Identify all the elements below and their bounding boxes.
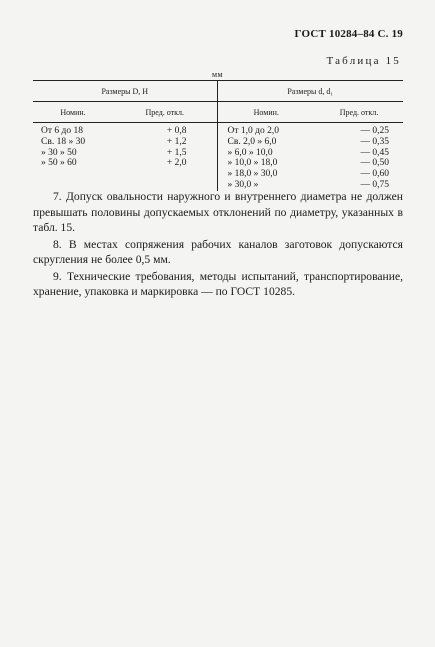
nom-right-cell: Св. 2,0 » 6,0 — [217, 137, 315, 148]
nom-right-cell: » 6,0 » 10,0 — [217, 148, 315, 159]
table-row — [33, 123, 403, 137]
dev-left-cell — [113, 169, 217, 180]
dev-right-cell: — 0,50 — [360, 158, 390, 169]
dev-left-cell: + 1,5 — [166, 147, 187, 158]
dev-right-cell: — 0,60 — [360, 169, 390, 180]
nom-left-cell: » 30 » 50 — [41, 147, 77, 158]
group-header-left: Размеры D, H — [33, 81, 217, 102]
col-header-nom-right: Номин. — [217, 102, 315, 123]
dev-right-cell: — 0,35 — [360, 136, 390, 147]
nom-right-cell: » 30,0 » — [217, 180, 315, 191]
dev-left-cell: + 0,8 — [166, 126, 187, 136]
paragraph-7: 7. Допуск овальности наружного и внутреннего диаметра не должен превышать половины допускаемых отклонений по диаметру, указанных в табл. 15. — [33, 190, 403, 234]
page-header: ГОСТ 10284–84 С. 19 — [294, 28, 403, 40]
table-row — [33, 148, 403, 159]
nom-right-cell: От 1,0 до 2,0 — [217, 123, 315, 137]
paragraph-9: 9. Технические требования, методы испытаний, транспортирование, хранение, упаковка и маркировка — по ГОСТ 10285. — [33, 269, 403, 298]
dimensions-table — [33, 80, 403, 191]
units-label: мм — [211, 70, 224, 79]
col-header-dev-left: Пред. откл. — [113, 102, 217, 123]
group-header-right: Размеры d, d₁ — [217, 81, 403, 102]
nom-right-cell: » 18,0 » 30,0 — [217, 169, 315, 180]
col-header-dev-right: Пред. откл. — [315, 102, 403, 123]
col-header-nom-left: Номин. — [33, 102, 113, 123]
table-row — [33, 158, 403, 169]
body-text — [33, 189, 403, 301]
nom-left-cell — [33, 169, 113, 180]
dimensions-table-wrapper — [33, 80, 403, 191]
nom-left-cell: » 50 » 60 — [41, 158, 77, 169]
dev-right-cell: — 0,45 — [360, 147, 390, 158]
table-caption: Таблица 15 — [326, 55, 401, 67]
dev-right-cell: — 0,75 — [360, 179, 390, 190]
table-row — [33, 137, 403, 148]
dev-right-cell: — 0,25 — [360, 126, 390, 136]
nom-left-cell: Св. 18 » 30 — [41, 136, 86, 147]
nom-left-cell: От 6 до 18 — [41, 126, 83, 136]
dev-left-cell: + 2,0 — [166, 158, 187, 169]
paragraph-8: 8. В местах сопряжения рабочих каналов заготовок допускаются скругления не более 0,5 мм. — [33, 237, 403, 266]
nom-right-cell: » 10,0 » 18,0 — [217, 158, 315, 169]
dev-left-cell: + 1,2 — [166, 136, 187, 147]
table-row — [33, 169, 403, 180]
